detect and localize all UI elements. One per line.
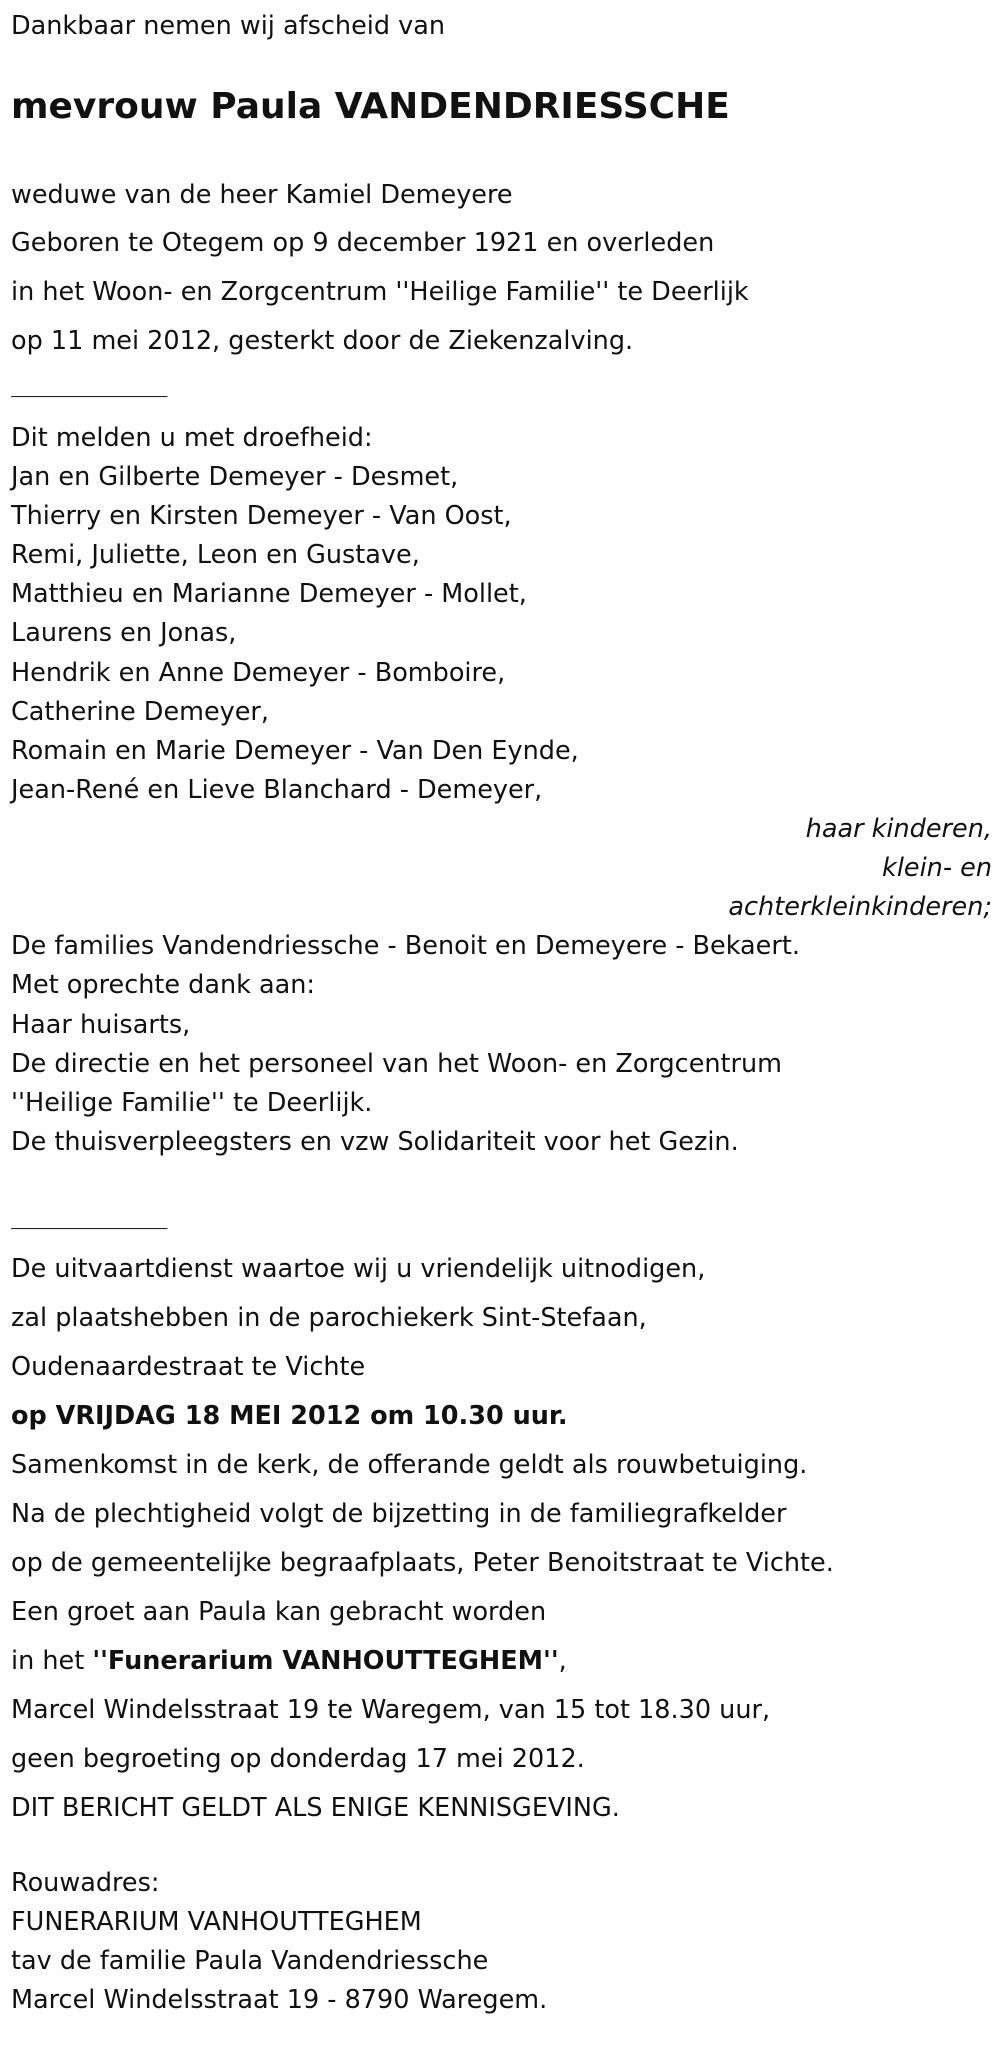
section-divider — [11, 1228, 168, 1230]
closing-line: Marcel Windelsstraat 19 te Waregem, van 15 tot 18.30 uur, — [11, 1695, 771, 1725]
address-line: Marcel Windelsstraat 19 - 8790 Waregem. — [11, 1985, 548, 2015]
bio-line: in het Woon- en Zorgcentrum ''Heilige Familie'' te Deerlijk — [11, 277, 749, 307]
service-line: zal plaatshebben in de parochiekerk Sint-Stefaan, — [11, 1303, 647, 1333]
bio-line: weduwe van de heer Kamiel Demeyere — [11, 180, 513, 210]
closing-line: geen begroeting op donderdag 17 mei 2012. — [11, 1744, 585, 1774]
bio-line: Geboren te Otegem op 9 december 1921 en overleden — [11, 228, 715, 258]
mourner-line: Catherine Demeyer, — [11, 697, 270, 727]
mourner-line: Hendrik en Anne Demeyer - Bomboire, — [11, 658, 506, 688]
bio-line: op 11 mei 2012, gesterkt door de Ziekenzalving. — [11, 326, 634, 356]
thanks-line: De directie en het personeel van het Woon- en Zorgcentrum — [11, 1049, 783, 1079]
service-line: De uitvaartdienst waartoe wij u vriendelijk uitnodigen, — [11, 1254, 706, 1284]
section-divider — [11, 396, 168, 398]
thanks-line: De thuisverpleegsters en vzw Solidariteit voor het Gezin. — [11, 1127, 739, 1157]
mourner-line: Remi, Juliette, Leon en Gustave, — [11, 540, 420, 570]
intro-line: Dankbaar nemen wij afscheid van — [11, 11, 446, 41]
relation-line: achterkleinkinderen; — [728, 892, 992, 922]
service-line: Een groet aan Paula kan gebracht worden — [11, 1597, 547, 1627]
mourners-heading: Dit melden u met droefheid: — [11, 423, 373, 453]
mourner-line: Jean-René en Lieve Blanchard - Demeyer, — [11, 775, 543, 805]
funerarium-line — [11, 1644, 567, 1678]
funerarium-suffix: , — [558, 1646, 567, 1676]
families-line: De families Vandendriessche - Benoit en Demeyere - Bekaert. — [11, 931, 800, 961]
address-line: FUNERARIUM VANHOUTTEGHEM — [11, 1907, 422, 1937]
funerarium-name: ''Funerarium VANHOUTTEGHEM'' — [92, 1646, 559, 1676]
relation-line: klein- en — [882, 853, 992, 883]
relation-line: haar kinderen, — [805, 814, 992, 844]
service-date: op VRIJDAG 18 MEI 2012 om 10.30 uur. — [11, 1401, 568, 1431]
address-line: Rouwadres: — [11, 1868, 160, 1898]
mourner-line: Laurens en Jonas, — [11, 618, 237, 648]
mourner-line: Jan en Gilberte Demeyer - Desmet, — [11, 462, 459, 492]
service-line: Na de plechtigheid volgt de bijzetting in de familiegrafkelder — [11, 1499, 787, 1529]
service-line: op de gemeentelijke begraafplaats, Peter Benoitstraat te Vichte. — [11, 1548, 834, 1578]
closing-line: DIT BERICHT GELDT ALS ENIGE KENNISGEVING. — [11, 1793, 620, 1823]
mourner-line: Thierry en Kirsten Demeyer - Van Oost, — [11, 501, 512, 531]
service-line: Oudenaardestraat te Vichte — [11, 1352, 366, 1382]
funerarium-prefix: in het — [11, 1646, 93, 1676]
thanks-line: Haar huisarts, — [11, 1010, 191, 1040]
mourner-line: Romain en Marie Demeyer - Van Den Eynde, — [11, 736, 579, 766]
mourner-line: Matthieu en Marianne Demeyer - Mollet, — [11, 579, 527, 609]
deceased-name: mevrouw Paula VANDENDRIESSCHE — [11, 86, 730, 127]
service-line: Samenkomst in de kerk, de offerande geldt als rouwbetuiging. — [11, 1450, 808, 1480]
address-line: tav de familie Paula Vandendriessche — [11, 1946, 489, 1976]
thanks-line: ''Heilige Familie'' te Deerlijk. — [11, 1088, 373, 1118]
thanks-line: Met oprechte dank aan: — [11, 970, 316, 1000]
